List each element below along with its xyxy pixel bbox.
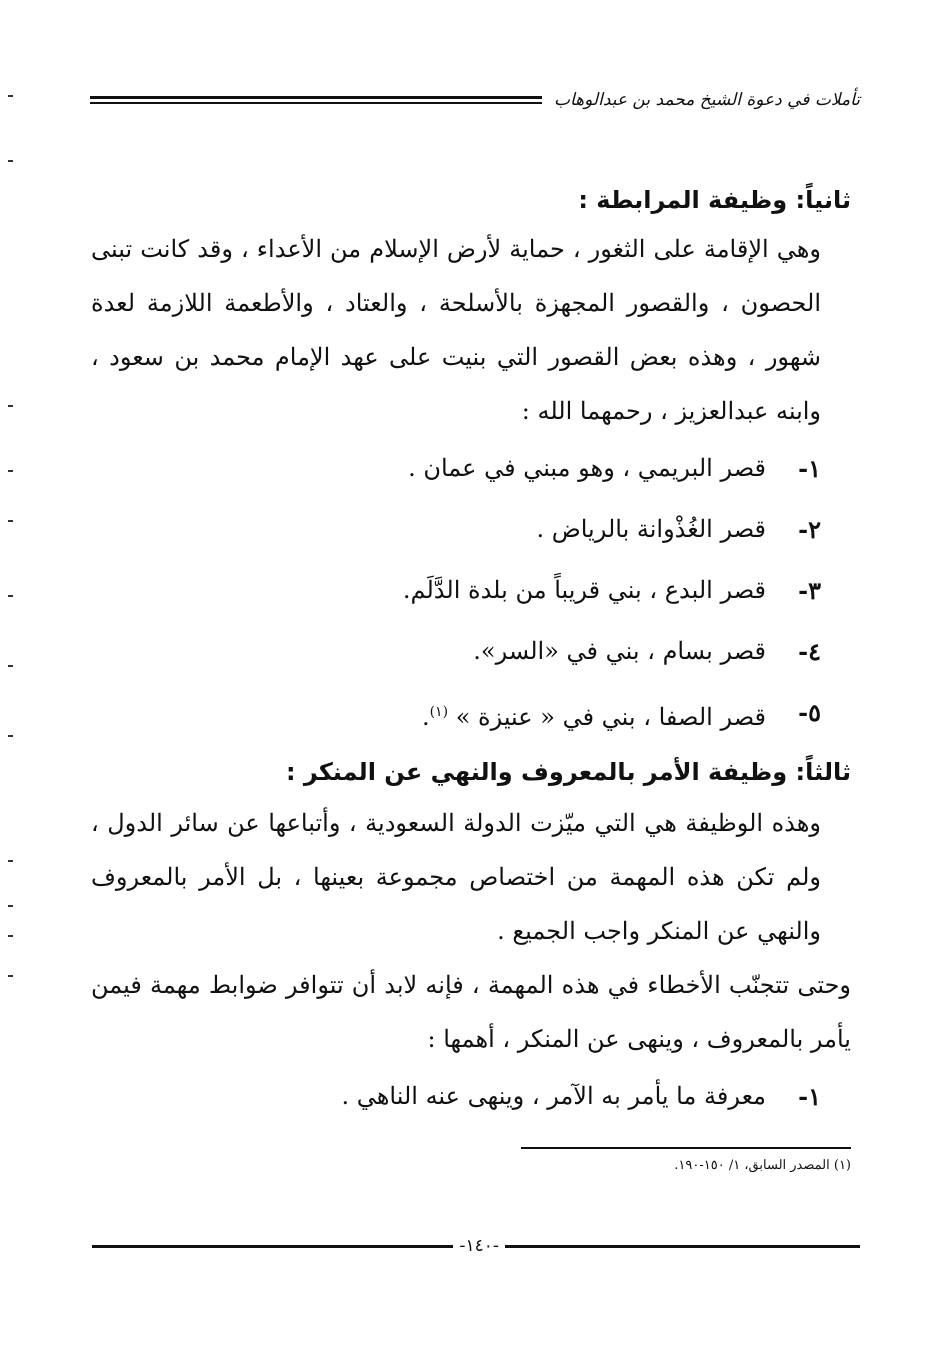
footnote-rule: [521, 1147, 851, 1149]
footer-rule-left: [92, 1245, 453, 1248]
palaces-list: [91, 438, 851, 748]
running-head-title: تأملات في دعوة الشيخ محمد بن عبدالوهاب: [554, 90, 860, 110]
page-number: -١٤٠-: [459, 1236, 499, 1256]
scan-mark: [8, 735, 13, 737]
footnote: (١) المصدر السابق، ١/ ١٥٠-١٩٠.: [674, 1158, 851, 1173]
scan-mark: [8, 95, 13, 97]
scan-mark: [8, 905, 13, 907]
list-item: ٣- قصر البدع ، بني قريباً من بلدة الدَّلَم.: [402, 576, 821, 605]
scan-mark: [8, 405, 13, 407]
page-content: [91, 180, 851, 1127]
scan-mark: [8, 935, 13, 937]
paragraph-ribat: وهي الإقامة على الثغور ، حماية لأرض الإسلام من الأعداء ، وقد كانت تبنى الحصون ، والقصور المجهزة بالأسلحة ، والعتاد ، والأطعمة اللازمة لعدة شهور ، وهذه بعض القصور التي بنيت على عهد الإمام محمد بن سعود ، وابنه عبدالعزيز ، رحمهما الله :: [91, 235, 821, 425]
section-heading-ribat: ثانياً: وظيفة المرابطة :: [578, 186, 851, 214]
running-head-rule: [90, 96, 542, 104]
scan-mark: [8, 595, 13, 597]
scan-mark: [8, 975, 13, 977]
list-item: ٥- قصر الصفا ، بني في « عنيزة » $^{(١)}$.: [421, 698, 821, 731]
section-heading-hisba: ثالثاً: وظيفة الأمر بالمعروف والنهي عن المنكر :: [285, 758, 851, 786]
footer-rule-right: [505, 1245, 860, 1248]
footnote-marker[interactable]: (١): [429, 704, 449, 720]
running-head: [90, 80, 860, 120]
conditions-list: [91, 1066, 851, 1127]
list-item: ١- قصر البريمي ، وهو مبني في عمان .: [408, 454, 821, 483]
list-item: ١- معرفة ما يأمر به الآمر ، وينهى عنه الناهي .: [341, 1082, 821, 1111]
scan-mark: [8, 520, 13, 522]
scan-mark: [8, 665, 13, 667]
paragraph-hisba-1: وهذه الوظيفة هي التي ميّزت الدولة السعودية ، وأتباعها عن سائر الدول ، ولم تكن هذه المهمة من اختصاص مجموعة بعينها ، بل الأمر بالمعروف والنهي عن المنكر واجب الجميع .: [91, 809, 821, 945]
scan-mark: [8, 470, 13, 472]
page-footer: [92, 1236, 860, 1256]
paragraph-hisba-2: وحتى تتجنّب الأخطاء في هذه المهمة ، فإنه لابد أن تتوافر ضوابط مهمة فيمن يأمر بالمعروف ، وينهى عن المنكر ، أهمها :: [91, 971, 851, 1053]
list-item: ٤- قصر بسام ، بني في «السر».: [473, 637, 821, 666]
list-item: ٢- قصر الغُذْوانة بالرياض .: [536, 515, 821, 544]
scan-mark: [8, 160, 13, 162]
scan-mark: [8, 860, 13, 862]
